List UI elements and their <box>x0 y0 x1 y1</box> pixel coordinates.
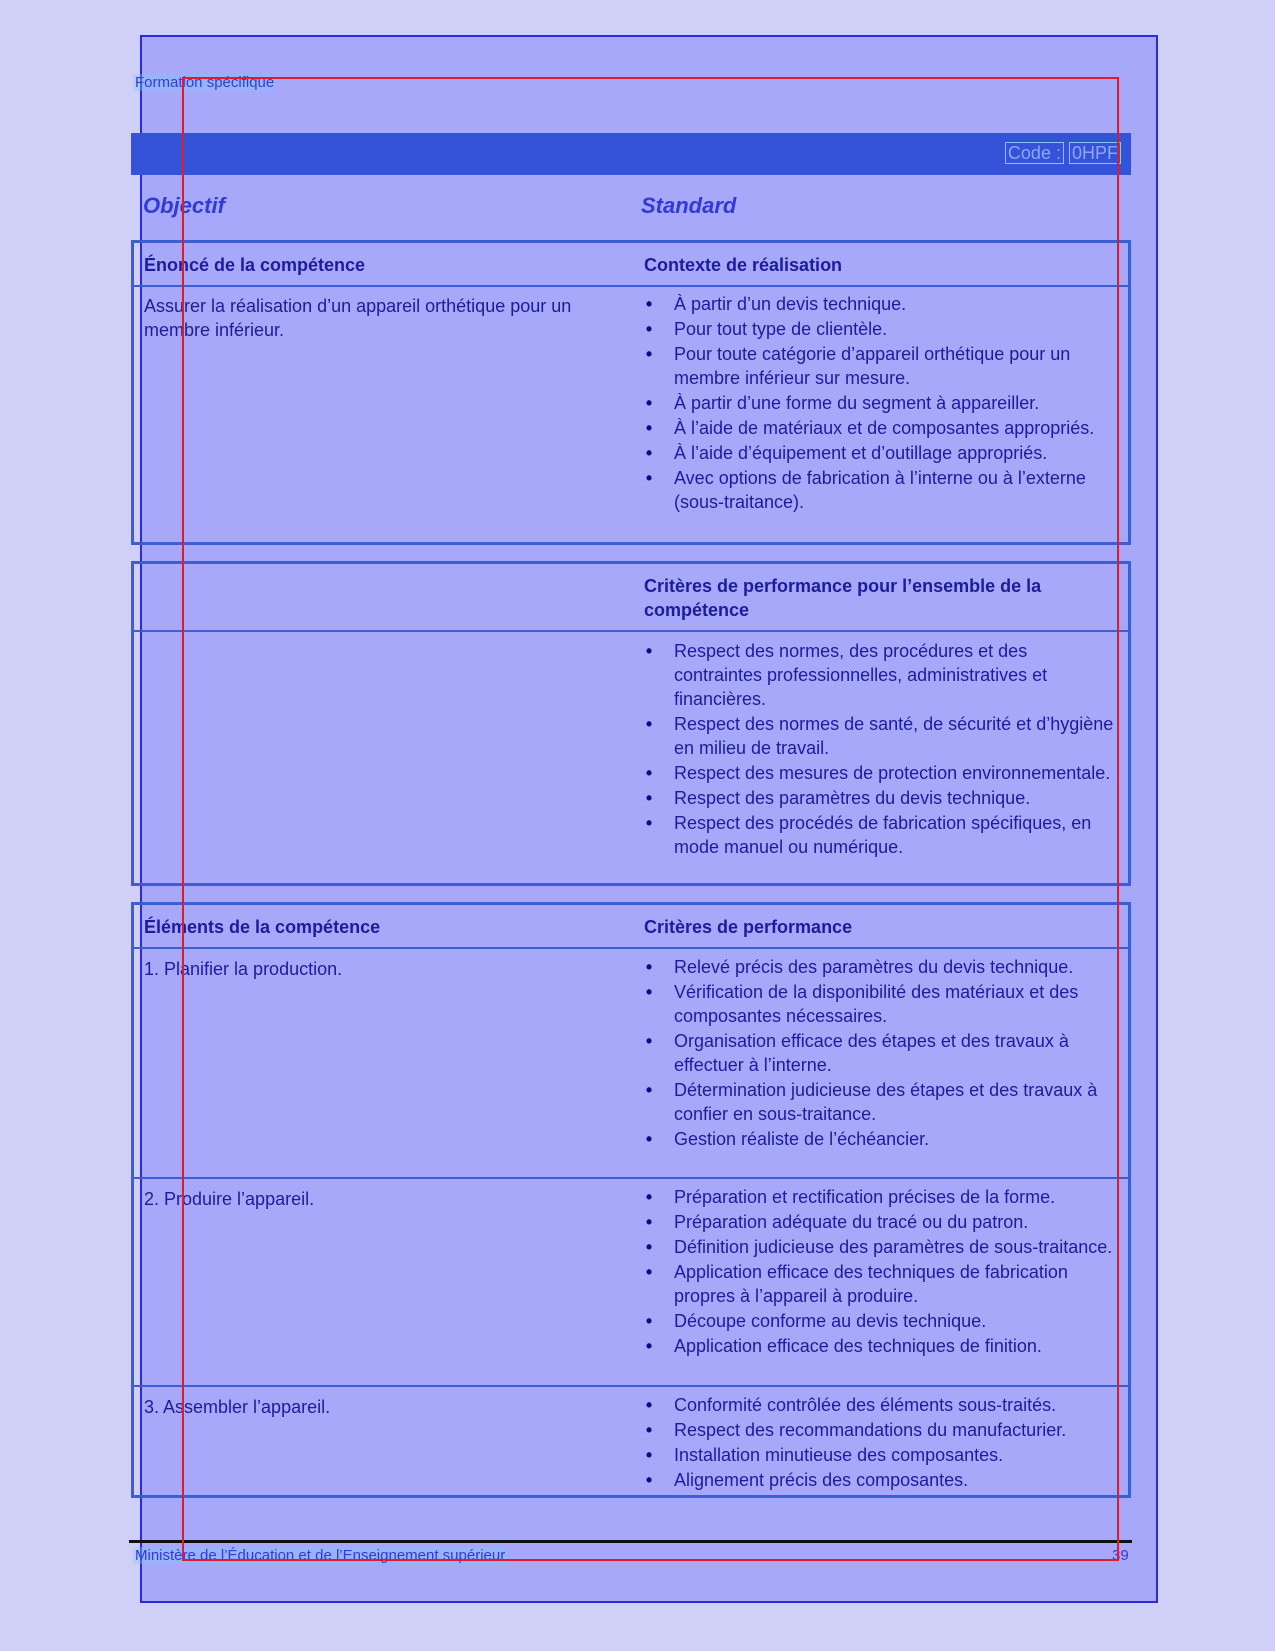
list-item: • Respect des mesures de protection environnementale. <box>644 761 1119 785</box>
list-item: • À partir d’une forme du segment à appareiller. <box>644 391 1119 415</box>
list-item: • Application efficace des techniques de finition. <box>644 1334 1119 1358</box>
list-item: • Respect des recommandations du manufacturier. <box>644 1418 1119 1442</box>
statement-title: Énoncé de la compétence <box>144 255 366 275</box>
list-item: • À l’aide de matériaux et de composantes appropriés. <box>644 416 1119 440</box>
element-3: 3. Assembler l’appareil. <box>144 1397 331 1417</box>
overall-criteria-box <box>131 561 1131 886</box>
list-item: • Respect des normes, des procédures et des contraintes professionnelles, administratives et financières. <box>644 639 1119 711</box>
code-bar <box>131 133 1131 175</box>
running-header: Formation spécifique <box>135 74 275 91</box>
elements-title: Éléments de la compétence <box>144 917 381 937</box>
statement-text: Assurer la réalisation d’un appareil orthétique pour un membre inférieur. <box>144 296 572 340</box>
list-item: • Préparation et rectification précises de la forme. <box>644 1185 1119 1209</box>
list-item: • Gestion réaliste de l’échéancier. <box>644 1127 1119 1151</box>
list-item: • Découpe conforme au devis technique. <box>644 1309 1119 1333</box>
criteria-title: Critères de performance <box>644 917 853 937</box>
page-number: 39 <box>1112 1547 1129 1564</box>
objective-heading: Objectif <box>143 193 225 218</box>
competence-statement-box <box>131 240 1131 545</box>
footer-ministry: Ministère de l’Éducation et de l’Enseignement supérieur <box>135 1547 506 1564</box>
code-label: Code : <box>1005 142 1064 164</box>
competence-code <box>1005 143 1121 164</box>
list-item: • Préparation adéquate du tracé ou du patron. <box>644 1210 1119 1234</box>
context-list <box>644 292 1119 515</box>
list-item: • Application efficace des techniques de fabrication propres à l’appareil à produire. <box>644 1260 1119 1308</box>
overall-criteria-title: Critères de performance pour l’ensemble de la compétence <box>644 576 1042 620</box>
list-item: • Vérification de la disponibilité des matériaux et des composantes nécessaires. <box>644 980 1119 1028</box>
elements-box <box>131 902 1131 1498</box>
list-item: • Installation minutieuse des composantes. <box>644 1443 1119 1467</box>
list-item: • Pour tout type de clientèle. <box>644 317 1119 341</box>
criteria-list-3 <box>644 1393 1119 1493</box>
element-1: 1. Planifier la production. <box>144 959 343 979</box>
context-title: Contexte de réalisation <box>644 255 843 275</box>
list-item: • Alignement précis des composantes. <box>644 1468 1119 1492</box>
list-item: • Respect des procédés de fabrication spécifiques, en mode manuel ou numérique. <box>644 811 1119 859</box>
list-item: • Relevé précis des paramètres du devis technique. <box>644 955 1119 979</box>
list-item: • Détermination judicieuse des étapes et des travaux à confier en sous-traitance. <box>644 1078 1119 1126</box>
footer-divider <box>129 1540 1132 1543</box>
list-item: • Pour toute catégorie d’appareil orthétique pour un membre inférieur sur mesure. <box>644 342 1119 390</box>
list-item: • Définition judicieuse des paramètres de sous-traitance. <box>644 1235 1119 1259</box>
list-item: • À partir d’un devis technique. <box>644 292 1119 316</box>
code-value: 0HPF <box>1069 142 1121 164</box>
list-item: • Respect des paramètres du devis technique. <box>644 786 1119 810</box>
standard-heading: Standard <box>641 193 737 218</box>
criteria-list-1 <box>644 955 1119 1152</box>
list-item: • Respect des normes de santé, de sécurité et d’hygiène en milieu de travail. <box>644 712 1119 760</box>
list-item: • À l’aide d’équipement et d’outillage appropriés. <box>644 441 1119 465</box>
list-item: • Conformité contrôlée des éléments sous-traités. <box>644 1393 1119 1417</box>
element-2: 2. Produire l’appareil. <box>144 1189 315 1209</box>
criteria-list-2 <box>644 1185 1119 1359</box>
list-item: • Organisation efficace des étapes et des travaux à effectuer à l’interne. <box>644 1029 1119 1077</box>
list-item: • Avec options de fabrication à l’interne ou à l’externe (sous-traitance). <box>644 466 1119 514</box>
overall-criteria-list <box>644 639 1119 860</box>
